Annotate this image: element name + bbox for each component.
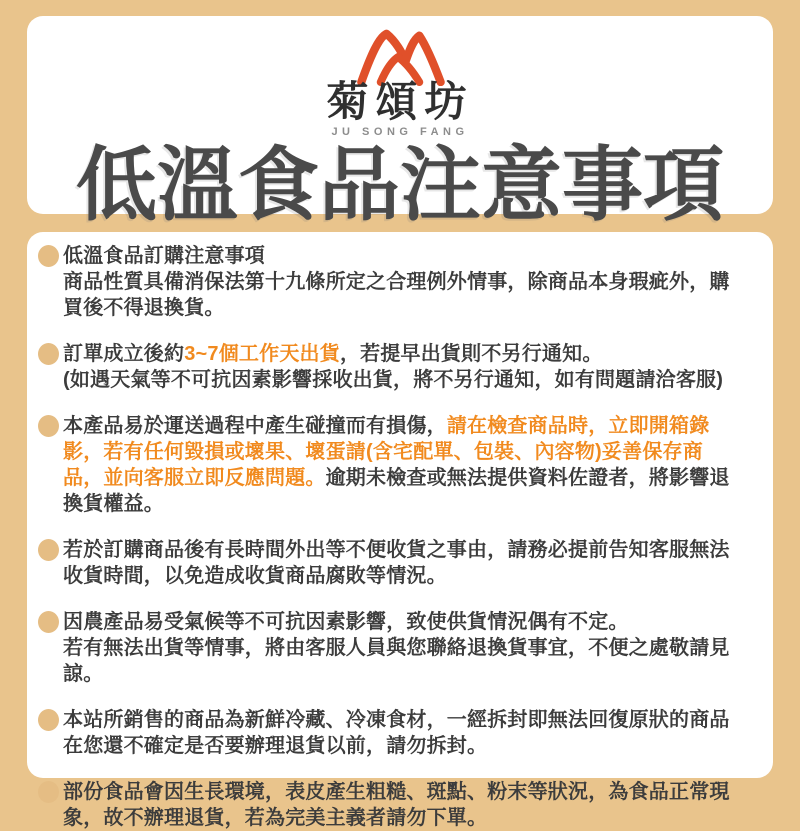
notice-item-weather-supply: [38, 609, 743, 687]
notice-body: 若有無法出貨等情事，將由客服人員與您聯絡退換貨事宜，不便之處敬請見諒。: [63, 637, 730, 685]
page-title: 低溫食品注意事項: [75, 141, 724, 232]
brand-logo: [27, 16, 773, 138]
brand-name-romanized: JU SONG FANG: [331, 126, 469, 139]
notice-card: [27, 232, 773, 829]
notice-item-damage-inspection: [38, 413, 743, 517]
notice-body: 商品性質具備消保法第十九條所定之合理例外情事，除商品本身瑕疵外，購買後不得退換貨。: [63, 271, 730, 319]
notice-body: 本站所銷售的商品為新鮮冷藏、冷凍食材，一經拆封即無法回復原狀的商品在您還不確定是否要辦理退貨以前，請勿拆封。: [63, 709, 730, 757]
bullet-dot-icon: [38, 415, 59, 437]
bullet-dot-icon: [38, 709, 59, 731]
header-card: [27, 16, 773, 232]
highlighted-text: 請在檢查商品時，立即開箱錄影，若有任何毀損或壞果、壞蛋請(含宅配單、包裝、內容物)妥善保存商品，並向客服立即反應問題。: [63, 415, 710, 489]
bullet-dot-icon: [38, 245, 59, 267]
notice-body: 因農產品易受氣候等不可抗因素影響，致使供貨情況偶有不定。: [63, 611, 629, 633]
bullet-dot-icon: [38, 343, 59, 365]
notice-item-receiving-absence: [38, 537, 743, 589]
bullet-dot-icon: [38, 539, 59, 561]
notice-item-natural-appearance: [38, 779, 743, 831]
brand-name: 菊頌坊: [326, 78, 474, 125]
notice-body: (如遇天氣等不可抗因素影響採收出貨，將不另行通知，如有問題請洽客服): [63, 369, 724, 391]
notice-body: 若於訂購商品後有長時間外出等不便收貨之事由，請務必提前告知客服無法收貨時間，以免造成收貨商品腐敗等情況。: [63, 539, 730, 587]
notice-body: 訂單成立後約3~7個工作天出貨，若提早出貨則不另行通知。: [63, 343, 603, 365]
notice-item-shipping-time: [38, 341, 743, 393]
mountain-logo-icon: [348, 26, 452, 86]
notice-item-order-terms: [38, 243, 743, 321]
bullet-dot-icon: [38, 611, 59, 633]
notice-body: 部份食品會因生長環境，表皮產生粗糙、斑點、粉末等狀況，為食品正常現象，故不辦理退貨，若為完美主義者請勿下單。: [63, 781, 730, 829]
notice-item-do-not-unseal: [38, 707, 743, 759]
highlighted-text: 3~7個工作天出貨: [184, 343, 340, 365]
notice-heading: 低溫食品訂購注意事項: [63, 245, 265, 267]
notice-body: 本產品易於運送過程中產生碰撞而有損傷，請在檢查商品時，立即開箱錄影，若有任何毀損或壞果、壞蛋請(含宅配單、包裝、內容物)妥善保存商品，並向客服立即反應問題。逾期未檢查或無法提供資料佐證者，將影響退換貨權益。: [63, 415, 730, 515]
